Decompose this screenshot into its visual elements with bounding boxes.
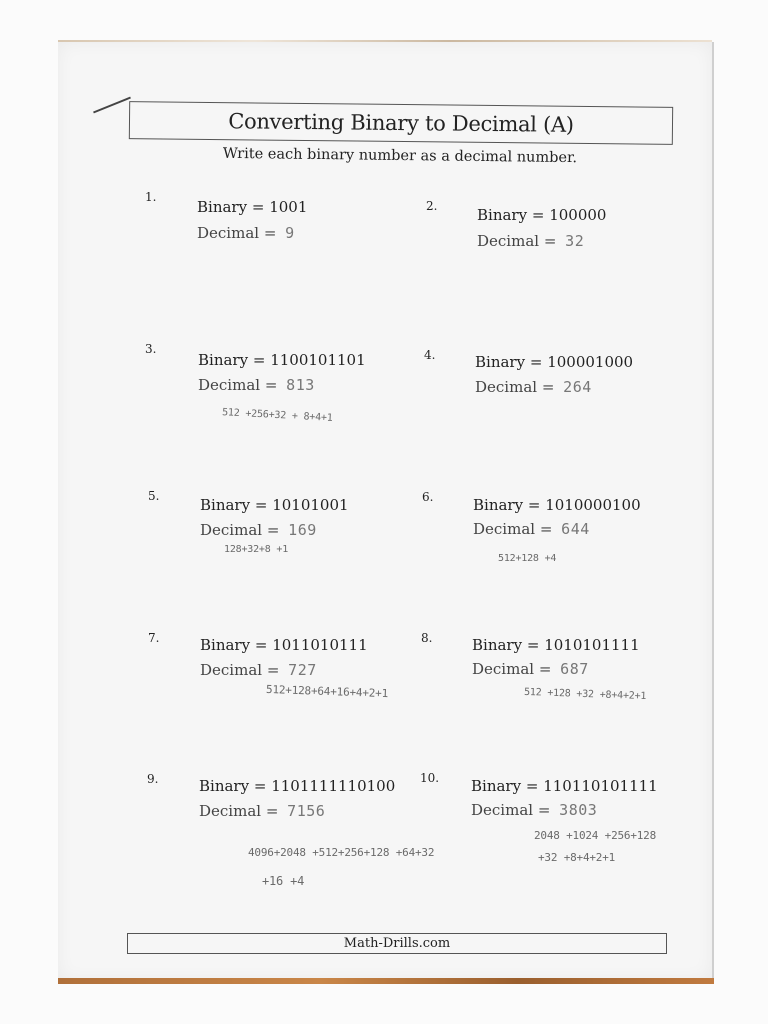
binary-line xyxy=(477,206,606,224)
decimal-line xyxy=(475,378,592,396)
decimal-label: Decimal = xyxy=(475,378,560,396)
binary-value: 1101111110100 xyxy=(271,777,396,795)
binary-line xyxy=(472,636,640,654)
title-box xyxy=(129,101,673,145)
handwritten-work-continued: +32 +8+4+2+1 xyxy=(538,851,616,864)
decimal-label: Decimal = xyxy=(200,661,285,679)
binary-label: Binary = xyxy=(199,777,272,795)
handwritten-work: 512+128+64+16+4+2+1 xyxy=(265,682,389,701)
binary-label: Binary = xyxy=(475,353,548,371)
decimal-line xyxy=(472,660,589,678)
binary-label: Binary = xyxy=(198,351,271,369)
decimal-line xyxy=(200,661,317,679)
binary-line xyxy=(197,198,307,216)
binary-value: 110110101111 xyxy=(543,777,658,795)
binary-line xyxy=(200,636,368,654)
binary-line xyxy=(199,777,395,795)
handwritten-answer: 687 xyxy=(560,660,589,678)
binary-label: Binary = xyxy=(477,206,550,224)
binary-value: 1011010111 xyxy=(272,636,368,654)
binary-line xyxy=(200,496,349,514)
decimal-label: Decimal = xyxy=(200,521,285,539)
handwritten-answer: 32 xyxy=(565,232,585,250)
decimal-label: Decimal = xyxy=(199,802,284,820)
handwritten-answer: 9 xyxy=(285,224,295,242)
handwritten-work: 512 +128 +32 +8+4+2+1 xyxy=(523,686,647,703)
handwritten-answer: 727 xyxy=(288,661,317,679)
problem-number: 4. xyxy=(424,348,436,362)
handwritten-work: 2048 +1024 +256+128 xyxy=(534,829,657,842)
handwritten-work-continued: +16 +4 xyxy=(262,874,305,888)
binary-label: Binary = xyxy=(200,496,273,514)
decimal-label: Decimal = xyxy=(197,224,282,242)
decimal-label: Decimal = xyxy=(471,801,556,819)
handwritten-answer: 264 xyxy=(563,378,592,396)
binary-line xyxy=(475,353,633,371)
binary-value: 10101001 xyxy=(272,496,349,514)
handwritten-answer: 3803 xyxy=(559,801,598,819)
handwritten-answer: 813 xyxy=(286,376,315,394)
problem-number: 3. xyxy=(145,342,157,356)
binary-value: 1010000100 xyxy=(545,496,641,514)
decimal-label: Decimal = xyxy=(198,376,283,394)
decimal-line xyxy=(199,802,325,820)
problem-number: 9. xyxy=(147,772,159,786)
binary-line xyxy=(198,351,366,369)
binary-value: 100001000 xyxy=(547,353,634,371)
instructions: Write each binary number as a decimal number. xyxy=(222,145,578,167)
decimal-label: Decimal = xyxy=(477,232,562,250)
binary-value: 1010101111 xyxy=(544,636,640,654)
handwritten-work: 512+128 +4 xyxy=(498,553,557,564)
handwritten-answer: 7156 xyxy=(287,802,326,820)
problem-number: 5. xyxy=(148,489,160,503)
problem-number: 8. xyxy=(421,631,433,645)
table-edge xyxy=(58,978,714,984)
problem-number: 10. xyxy=(420,771,440,785)
binary-label: Binary = xyxy=(471,777,544,795)
decimal-line xyxy=(477,232,584,250)
problem-number: 2. xyxy=(426,199,438,213)
decimal-line xyxy=(198,376,315,394)
footer-source: Math-Drills.com xyxy=(343,936,451,951)
handwritten-answer: 169 xyxy=(288,521,317,539)
decimal-label: Decimal = xyxy=(472,660,557,678)
problem-number: 1. xyxy=(145,190,157,204)
decimal-label: Decimal = xyxy=(473,520,558,538)
binary-label: Binary = xyxy=(197,198,270,216)
handwritten-work: 512 +256+32 + 8+4+1 xyxy=(221,407,333,424)
decimal-line xyxy=(200,521,317,539)
binary-value: 100000 xyxy=(549,206,607,224)
binary-value: 1100101101 xyxy=(270,351,366,369)
binary-value: 1001 xyxy=(269,198,308,216)
handwritten-answer: 644 xyxy=(561,520,590,538)
worksheet-title: Converting Binary to Decimal (A) xyxy=(228,109,574,137)
handwritten-work: 4096+2048 +512+256+128 +64+32 xyxy=(248,846,435,859)
binary-label: Binary = xyxy=(200,636,273,654)
problem-number: 6. xyxy=(422,490,434,504)
binary-line xyxy=(471,777,658,795)
decimal-line xyxy=(197,224,295,242)
footer-box xyxy=(127,933,667,954)
binary-line xyxy=(473,496,641,514)
binary-label: Binary = xyxy=(473,496,546,514)
handwritten-work: 128+32+8 +1 xyxy=(224,544,289,555)
decimal-line xyxy=(471,801,597,819)
decimal-line xyxy=(473,520,590,538)
binary-label: Binary = xyxy=(472,636,545,654)
problem-number: 7. xyxy=(148,631,160,645)
